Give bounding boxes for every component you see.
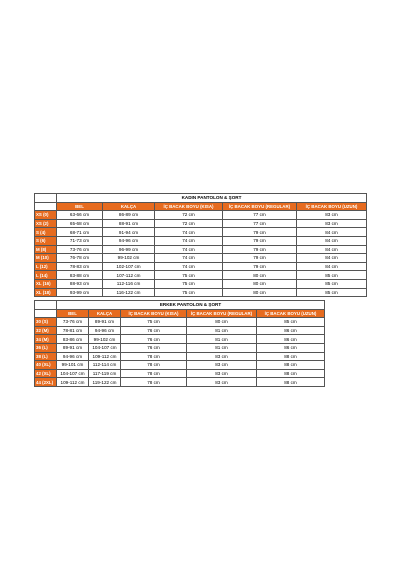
table-cell: 94-96 cm — [57, 352, 89, 361]
table-cell: 91-94 cm — [103, 228, 155, 237]
table-cell: 117-119 cm — [89, 369, 121, 378]
table-cell: 80 cm — [223, 288, 297, 297]
table-cell: 79 cm — [223, 228, 297, 237]
women-size-table — [34, 193, 367, 297]
table-cell: 84 cm — [297, 236, 367, 245]
table-cell: 84 cm — [297, 228, 367, 237]
table-cell: 75 cm — [155, 279, 223, 288]
table-cell: 84 cm — [297, 245, 367, 254]
table-cell: 99-101 cm — [57, 361, 89, 370]
table-cell: 104-107 cm — [57, 369, 89, 378]
table-cell: 77 cm — [223, 211, 297, 220]
column-header: İÇ BACAK BOYU (REGULAR) — [187, 309, 257, 318]
table-cell: 109-112 cm — [89, 352, 121, 361]
size-label: L (12) — [35, 262, 57, 271]
table-cell: 74 cm — [155, 245, 223, 254]
table-cell: 76 cm — [121, 326, 187, 335]
table-cell: 86 cm — [257, 335, 325, 344]
table-cell: 104-107 cm — [89, 343, 121, 352]
table-cell: 78 cm — [121, 378, 187, 387]
table-cell: 83 cm — [297, 219, 367, 228]
table-cell: 93-99 cm — [57, 288, 103, 297]
table-cell: 76 cm — [121, 343, 187, 352]
size-label: 38 (L) — [35, 352, 57, 361]
table-row — [35, 288, 367, 297]
men-table-title: ERKEK PANTOLON & ŞORT — [57, 301, 325, 310]
table-corner — [35, 309, 57, 318]
table-cell: 86-89 cm — [103, 211, 155, 220]
table-cell: 112-116 cm — [103, 279, 155, 288]
table-cell: 119-122 cm — [89, 378, 121, 387]
table-cell: 79 cm — [223, 262, 297, 271]
table-cell: 78 cm — [121, 352, 187, 361]
table-cell: 72 cm — [155, 219, 223, 228]
table-corner — [35, 202, 57, 211]
table-cell: 89-91 cm — [89, 318, 121, 327]
table-cell: 74 cm — [155, 236, 223, 245]
table-cell: 75 cm — [155, 271, 223, 280]
table-cell: 83 cm — [187, 352, 257, 361]
size-label: XL (16) — [35, 279, 57, 288]
size-label: 32 (M) — [35, 326, 57, 335]
column-header: BEL — [57, 202, 103, 211]
women-table-title: KADIN PANTOLON & ŞORT — [57, 194, 367, 203]
table-cell: 86 cm — [257, 343, 325, 352]
table-cell: 75 cm — [155, 288, 223, 297]
table-cell: 81 cm — [187, 326, 257, 335]
table-cell: 96-99 cm — [103, 245, 155, 254]
table-row — [35, 245, 367, 254]
table-cell: 107-112 cm — [103, 271, 155, 280]
column-header: İÇ BACAK BOYU (UZUN) — [297, 202, 367, 211]
table-cell: 79 cm — [223, 254, 297, 263]
table-cell: 68-71 cm — [57, 228, 103, 237]
table-row — [35, 254, 367, 263]
size-label: M (8) — [35, 245, 57, 254]
table-cell: 88-93 cm — [57, 279, 103, 288]
table-cell: 85 cm — [297, 279, 367, 288]
column-header: İÇ BACAK BOYU (REGULAR) — [223, 202, 297, 211]
table-cell: 73-76 cm — [57, 245, 103, 254]
size-label: 34 (M) — [35, 335, 57, 344]
table-cell: 102-107 cm — [103, 262, 155, 271]
table-cell: 94-96 cm — [103, 236, 155, 245]
table-cell: 83-86 cm — [57, 335, 89, 344]
table-cell: 84 cm — [297, 254, 367, 263]
men-size-table — [34, 300, 325, 387]
table-row — [35, 228, 367, 237]
table-row — [35, 352, 325, 361]
size-label: 30 (S) — [35, 318, 57, 327]
table-cell: 88 cm — [257, 378, 325, 387]
table-row — [35, 326, 325, 335]
table-cell: 88-91 cm — [103, 219, 155, 228]
table-row — [35, 271, 367, 280]
size-label: 44 (2XL) — [35, 378, 57, 387]
column-header: BEL — [57, 309, 89, 318]
table-cell: 76-78 cm — [57, 254, 103, 263]
size-label: M (10) — [35, 254, 57, 263]
size-label: S (6) — [35, 236, 57, 245]
size-label: XL (18) — [35, 288, 57, 297]
size-label: 40 (XL) — [35, 361, 57, 370]
table-cell: 85 cm — [297, 271, 367, 280]
table-cell: 73-76 cm — [57, 318, 89, 327]
table-cell: 71-73 cm — [57, 236, 103, 245]
table-cell: 76 cm — [121, 335, 187, 344]
table-row — [35, 279, 367, 288]
size-label: S (4) — [35, 228, 57, 237]
table-cell: 74 cm — [155, 254, 223, 263]
column-header: İÇ BACAK BOYU (KISA) — [121, 309, 187, 318]
table-cell: 88 cm — [257, 361, 325, 370]
table-row — [35, 211, 367, 220]
table-cell: 86 cm — [257, 326, 325, 335]
table-cell: 80 cm — [223, 271, 297, 280]
table-cell: 88 cm — [257, 352, 325, 361]
table-cell: 83 cm — [187, 378, 257, 387]
table-cell: 83-88 cm — [57, 271, 103, 280]
table-row — [35, 219, 367, 228]
table-cell: 83 cm — [187, 361, 257, 370]
table-cell: 88 cm — [257, 369, 325, 378]
table-cell: 65-68 cm — [57, 219, 103, 228]
table-cell: 85 cm — [297, 288, 367, 297]
size-label: 36 (L) — [35, 343, 57, 352]
size-label: XS (0) — [35, 211, 57, 220]
column-header: KALÇA — [89, 309, 121, 318]
table-cell: 77 cm — [223, 219, 297, 228]
table-cell: 84 cm — [297, 262, 367, 271]
table-cell: 80 cm — [223, 279, 297, 288]
table-row — [35, 262, 367, 271]
table-cell: 112-114 cm — [89, 361, 121, 370]
table-row — [35, 335, 325, 344]
table-cell: 94-96 cm — [89, 326, 121, 335]
table-cell: 79 cm — [223, 236, 297, 245]
column-header: KALÇA — [103, 202, 155, 211]
table-cell: 74 cm — [155, 262, 223, 271]
table-cell: 81 cm — [187, 335, 257, 344]
table-cell: 99-102 cm — [89, 335, 121, 344]
size-label: 42 (XL) — [35, 369, 57, 378]
size-label: L (14) — [35, 271, 57, 280]
size-label: XS (2) — [35, 219, 57, 228]
column-header: İÇ BACAK BOYU (UZUN) — [257, 309, 325, 318]
table-cell: 109-112 cm — [57, 378, 89, 387]
table-cell: 78 cm — [121, 369, 187, 378]
table-corner — [35, 301, 57, 310]
table-cell: 85 cm — [257, 318, 325, 327]
table-cell: 72 cm — [155, 211, 223, 220]
table-cell: 78-81 cm — [57, 326, 89, 335]
table-corner — [35, 194, 57, 203]
table-cell: 81 cm — [187, 343, 257, 352]
table-cell: 78 cm — [121, 361, 187, 370]
table-row — [35, 378, 325, 387]
table-cell: 63-66 cm — [57, 211, 103, 220]
table-cell: 75 cm — [121, 318, 187, 327]
table-cell: 74 cm — [155, 228, 223, 237]
table-cell: 79 cm — [223, 245, 297, 254]
table-cell: 83 cm — [297, 211, 367, 220]
table-cell: 78-83 cm — [57, 262, 103, 271]
table-cell: 89-91 cm — [57, 343, 89, 352]
column-header: İÇ BACAK BOYU (KISA) — [155, 202, 223, 211]
table-row — [35, 361, 325, 370]
table-cell: 83 cm — [187, 369, 257, 378]
table-cell: 116-122 cm — [103, 288, 155, 297]
table-row — [35, 236, 367, 245]
table-row — [35, 318, 325, 327]
table-cell: 80 cm — [187, 318, 257, 327]
table-row — [35, 343, 325, 352]
table-cell: 99-102 cm — [103, 254, 155, 263]
table-row — [35, 369, 325, 378]
